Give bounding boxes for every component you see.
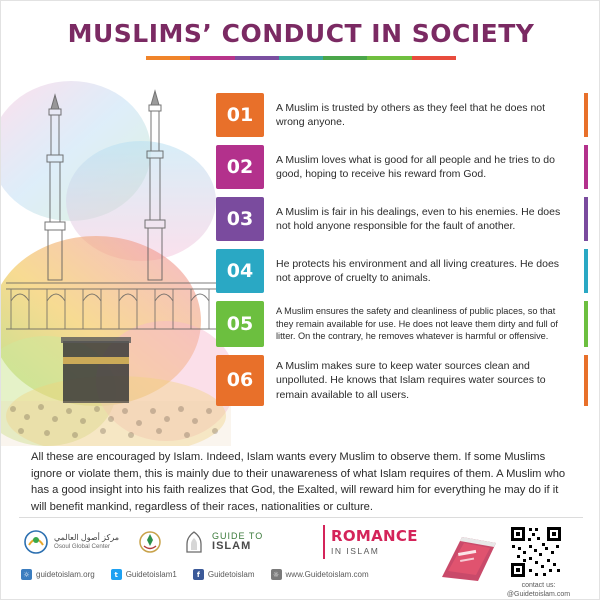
contact-line1: contact us: — [521, 582, 556, 589]
contact-info — [491, 581, 586, 599]
logo-guide-to-islam[interactable] — [181, 529, 263, 555]
list-item — [216, 93, 588, 137]
osoul-logo-icon — [23, 529, 49, 555]
globe-icon: ☼ — [21, 569, 32, 580]
point-text: A Muslim loves what is good for all people and he tries to do good, hoping to receive his reward from God. — [276, 153, 555, 180]
social-facebook-label: Guidetoislam — [207, 570, 255, 579]
social-twitter[interactable] — [111, 569, 177, 580]
point-number: 03 — [216, 197, 264, 241]
book-cover-image — [438, 531, 500, 583]
point-number: 06 — [216, 355, 264, 406]
qr-code[interactable] — [509, 525, 563, 579]
points-list — [216, 93, 588, 414]
point-text: He protects his environment and all living creatures. He does not approve of cruelty to animals. — [276, 257, 560, 284]
mosque-kaaba-illustration — [1, 61, 231, 446]
partner-logo-icon — [137, 529, 163, 555]
closing-paragraph: All these are encouraged by Islam. Indeed, Islam wants every Muslim to observe them. If some Muslims ignore or violate them, this is mainly due to their unawareness of what Islam requires of them. A Muslim who has a good insight into his faith realizes that God, the Exalted, will reward him for everything he may do if it will benefit mankind, regardless of their races, nationalities or culture. — [31, 451, 566, 513]
guide-to-islam-wordmark — [212, 532, 263, 552]
title-rule — [146, 56, 456, 60]
point-text: A Muslim makes sure to keep water sources clean and unpolluted. He knows that Islam requires water sources to remain available to all users. — [276, 359, 546, 401]
guide-to-islam-line1: GUIDE TO — [212, 531, 264, 541]
list-item — [216, 249, 588, 293]
guide-to-islam-line2: ISLAM — [212, 540, 252, 552]
social-website[interactable] — [21, 569, 95, 580]
list-item — [216, 301, 588, 347]
social-site[interactable] — [271, 569, 369, 580]
facebook-icon: f — [193, 569, 204, 580]
logo-osoul-global-center[interactable] — [23, 529, 119, 555]
osoul-caption-ar: مركز أصول العالمي — [54, 533, 120, 543]
osoul-caption-en: Osoul Global Center — [54, 543, 111, 551]
osoul-caption — [54, 533, 119, 551]
guide-to-islam-icon — [181, 529, 207, 555]
list-item — [216, 145, 588, 189]
promo-block[interactable] — [331, 527, 451, 556]
promo-divider — [323, 525, 325, 559]
point-text: A Muslim ensures the safety and cleanliness of public places, so that they remain available for use. He does not leave them dirty and full of litter. On the contrary, he removes whatever is harmful or offensive. — [276, 306, 558, 342]
point-number: 01 — [216, 93, 264, 137]
twitter-icon: t — [111, 569, 122, 580]
footer-divider — [19, 517, 583, 518]
page-title: MUSLIMS’ CONDUCT IN SOCIETY — [67, 19, 535, 48]
footer-logos — [23, 529, 263, 555]
promo-title: ROMANCE — [331, 527, 418, 545]
list-item — [216, 355, 588, 406]
social-twitter-label: Guidetoislam1 — [125, 570, 177, 579]
promo-subtitle: IN ISLAM — [331, 546, 380, 556]
footer-social-links — [21, 569, 369, 580]
social-site-label: www.Guidetoislam.com — [285, 570, 369, 579]
social-facebook[interactable] — [193, 569, 255, 580]
point-number: 04 — [216, 249, 264, 293]
point-text: A Muslim is trusted by others as they feel that he does not wrong anyone. — [276, 101, 546, 128]
point-text: A Muslim is fair in his dealings, even to his enemies. He does not hold anyone responsible for the fault of another. — [276, 205, 561, 232]
title-block — [1, 19, 600, 60]
social-website-label: guidetoislam.org — [36, 570, 95, 579]
contact-line2: @Guidetoislam.com — [506, 591, 571, 599]
point-number: 05 — [216, 301, 264, 347]
list-item — [216, 197, 588, 241]
logo-partner[interactable] — [137, 529, 163, 555]
globe-icon: ☼ — [271, 569, 282, 580]
footer — [1, 517, 600, 600]
point-number: 02 — [216, 145, 264, 189]
